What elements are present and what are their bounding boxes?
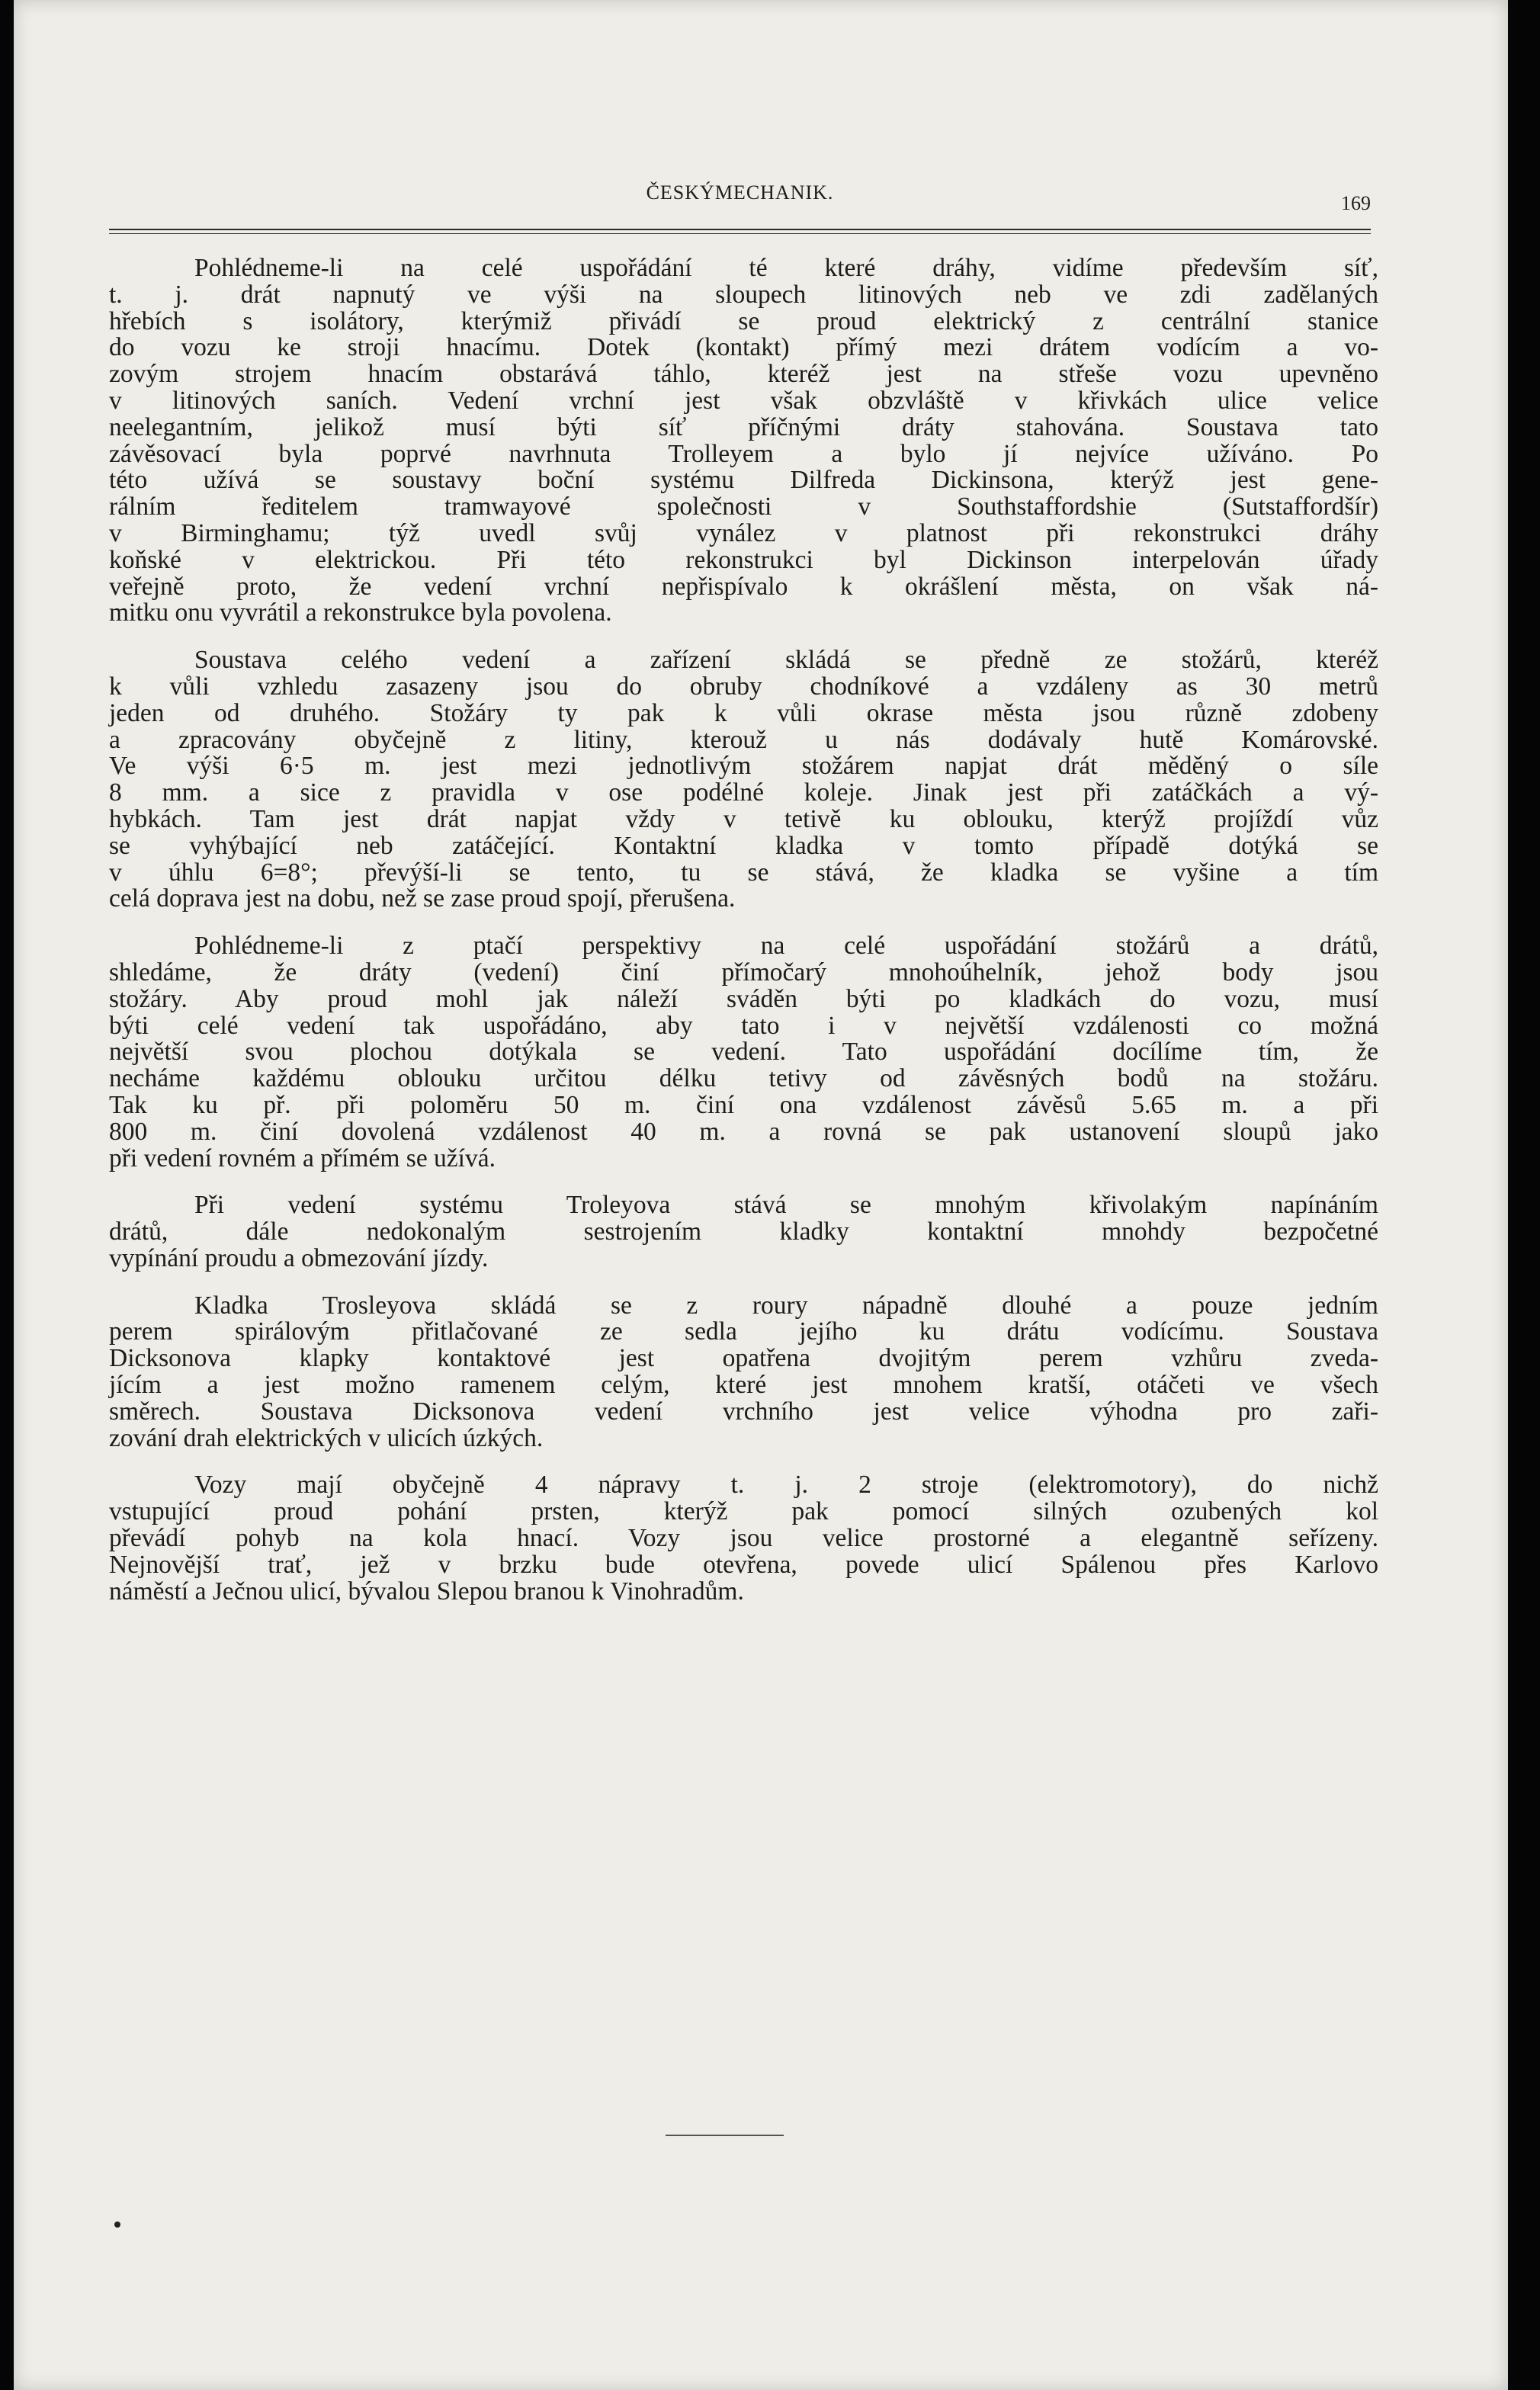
text-line: v Birminghamu; týž uvedl svůj vynález v platnost při rekonstrukci dráhy (109, 518, 1378, 547)
text-line: vypínání proudu a obmezování jízdy. (109, 1243, 489, 1272)
text-line: zovým strojem hnacím obstarává táhlo, kteréž jest na střeše vozu upevněno (109, 360, 1378, 389)
text-line: jeden od druhého. Stožáry ty pak k vůli okrase města jsou různě zdobeny (109, 698, 1378, 727)
text-line: koňské v elektrickou. Při této rekonstrukci byl Dickinson interpelován úřady (109, 545, 1378, 574)
text-line: se vyhýbající neb zatáčející. Kontaktní kladka v tomto případě dotýká se (109, 831, 1378, 860)
text-line: Dicksonova klapky kontaktové jest opatřena dvojitým perem vzhůru zveda- (109, 1344, 1378, 1373)
text-line: převádí pohyb na kola hnací. Vozy jsou velice prostorné a elegantně seřízeny. (109, 1524, 1378, 1553)
text-line: zování drah elektrických v ulicích úzkých. (109, 1423, 544, 1452)
text-line: Kladka Trosleyova skládá se z roury nápadně dlouhé a pouze jedním (194, 1291, 1378, 1320)
page-header (109, 181, 1371, 227)
end-rule (666, 2135, 784, 2136)
text-line: mitku onu vyvrátil a rekonstrukce byla povolena. (109, 598, 612, 627)
text-line: Soustava celého vedení a zařízení skládá se předně ze stožárů, kteréž (194, 646, 1378, 675)
text-line: vstupující proud pohání prsten, kterýž pak pomocí silných ozubených kol (109, 1497, 1378, 1526)
paragraph (109, 255, 1378, 627)
text-line: této užívá se soustavy boční systému Dilfreda Dickinsona, kterýž jest gene- (109, 466, 1378, 495)
text-line: necháme každému oblouku určitou délku tetivy od závěsných bodů na stožáru. (109, 1064, 1378, 1093)
text-line: veřejně proto, že vedení vrchní nepřispívalo k okrášlení města, on však ná- (109, 572, 1378, 601)
text-line: drátů, dále nedokonalým sestrojením kladky kontaktní mnohdy bezpočetné (109, 1217, 1378, 1246)
text-line: největší svou plochou dotýkala se vedení. Tato uspořádání docílíme tím, že (109, 1038, 1378, 1067)
body-text (109, 255, 1378, 1605)
text-line: celá doprava jest na dobu, než se zase proud spojí, přerušena. (109, 884, 736, 913)
text-line: rálním ředitelem tramwayové společnosti v Southstaffordshie (Sutstaffordšír) (109, 492, 1378, 521)
paragraph (109, 1293, 1378, 1452)
text-line: k vůli vzhledu zasazeny jsou do obruby chodníkové a vzdáleny as 30 metrů (109, 672, 1378, 701)
text-line: Ve výši 6·5 m. jest mezi jednotlivým stožárem napjat drát měděný o síle (109, 752, 1378, 781)
ink-speck (114, 2222, 120, 2228)
text-line: t. j. drát napnutý ve výši na sloupech litinových neb ve zdi zadělaných (109, 280, 1378, 309)
header-rule (109, 229, 1371, 230)
text-line: v úhlu 6=8°; převýší-li se tento, tu se stává, že kladka se vyšine a tím (109, 858, 1378, 887)
text-line: a zpracovány obyčejně z litiny, kterouž u nás dodávaly hutě Komárovské. (109, 725, 1378, 754)
text-line: perem spirálovým přitlačované ze sedla jejího ku drátu vodícímu. Soustava (109, 1317, 1378, 1346)
text-line: hřebích s isolátory, kterýmiž přivádí se proud elektrický z centrální stanice (109, 306, 1378, 335)
text-line: neelegantním, jelikož musí býti síť příčnými dráty stahována. Soustava tato (109, 412, 1378, 441)
header-rule-thin (109, 233, 1371, 234)
text-line: Nejnovější trať, jež v brzku bude otevřena, povede ulicí Spálenou přes Karlovo (109, 1550, 1378, 1579)
text-line: 8 mm. a sice z pravidla v ose podélné koleje. Jinak jest při zatáčkách a vý- (109, 778, 1378, 807)
paragraph (109, 933, 1378, 1172)
text-line: do vozu ke stroji hnacímu. Dotek (kontakt) přímý mezi drátem vodícím a vo- (109, 333, 1378, 362)
text-line: Pohlédneme-li na celé uspořádání té které dráhy, vidíme především síť, (194, 254, 1378, 282)
text-line: Vozy mají obyčejně 4 nápravy t. j. 2 stroje (elektromotory), do nichž (194, 1471, 1378, 1500)
paragraph (109, 1472, 1378, 1605)
text-line: Pohlédneme-li z ptačí perspektivy na celé uspořádání stožárů a drátů, (194, 932, 1378, 961)
text-line: směrech. Soustava Dicksonova vedení vrchního jest velice výhodna pro zaři- (109, 1397, 1378, 1426)
paragraph (109, 647, 1378, 913)
text-line: stožáry. Aby proud mohl jak náleží sváděn býti po kladkách do vozu, musí (109, 984, 1378, 1013)
paragraph (109, 1192, 1378, 1272)
page-number: 169 (1341, 192, 1371, 214)
text-line: 800 m. činí dovolená vzdálenost 40 m. a rovná se pak ustanovení sloupů jako (109, 1117, 1378, 1146)
running-title: ČESKÝMECHANIK. (646, 181, 834, 204)
text-line: náměstí a Ječnou ulicí, bývalou Slepou branou k Vinohradům. (109, 1577, 744, 1606)
text-line: při vedení rovném a přímém se užívá. (109, 1144, 496, 1173)
text-line: jícím a jest možno ramenem celým, které jest mnohem kratší, otáčeti ve všech (109, 1371, 1378, 1400)
text-line: býti celé vedení tak uspořádáno, aby tato i v největší vzdálenosti co možná (109, 1011, 1378, 1040)
text-line: hybkách. Tam jest drát napjat vždy v tetivě ku oblouku, kterýž projíždí vůz (109, 804, 1378, 833)
text-line: v litinových saních. Vedení vrchní jest však obzvláště v křivkách ulice velice (109, 386, 1378, 415)
text-line: závěsovací byla poprvé navrhnuta Trolleyem a bylo jí nejvíce užíváno. Po (109, 439, 1378, 468)
text-line: shledáme, že dráty (vedení) činí přímočarý mnohoúhelník, jehož body jsou (109, 958, 1378, 986)
text-line: Při vedení systému Troleyova stává se mnohým křivolakým napínáním (194, 1191, 1378, 1220)
page (14, 0, 1508, 2390)
text-line: Tak ku př. při poloměru 50 m. činí ona vzdálenost závěsů 5.65 m. a při (109, 1090, 1378, 1119)
